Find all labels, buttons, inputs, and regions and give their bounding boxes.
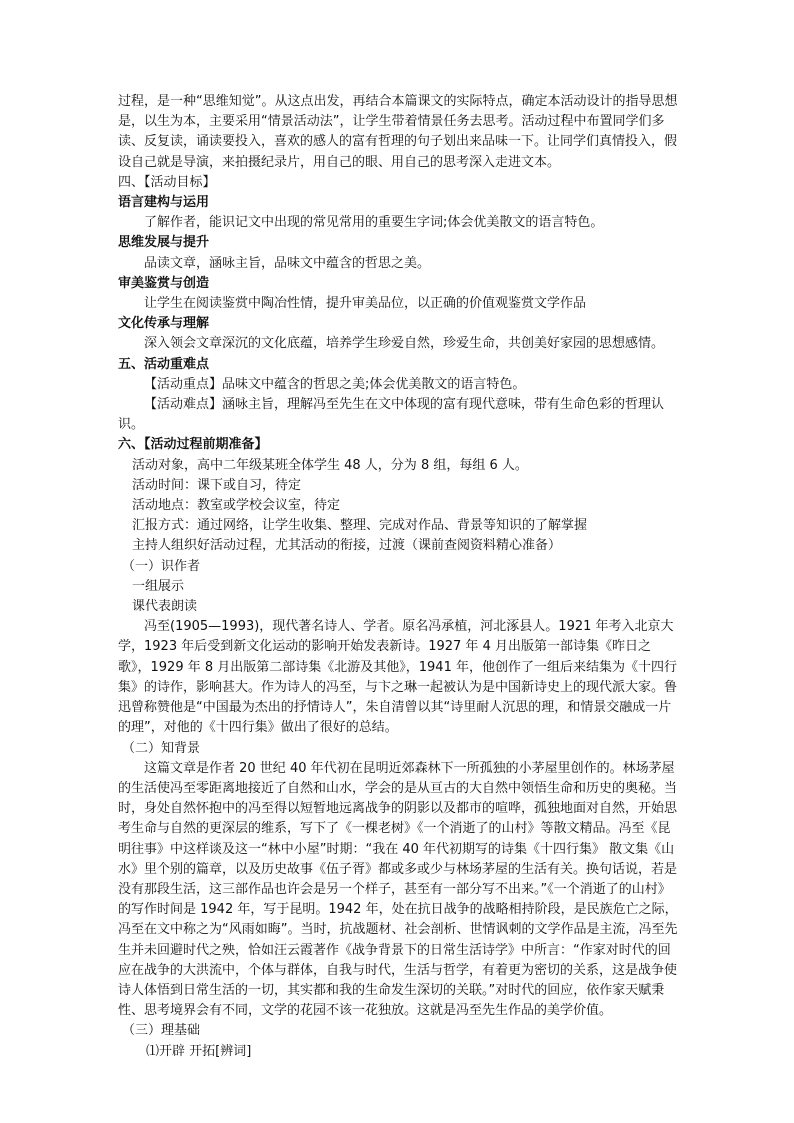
goal-culture: 深入领会文章深沉的文化底蕴，培养学生珍爱自然，珍爱生命，共创美好家园的思想感情。 [144,336,665,352]
section-heading-goals: 四、【活动目标】 [118,174,216,190]
prep-location: 活动地点：教室或学校会议室，待定 [132,498,341,514]
subheading-thinking: 思维发展与提升 [118,235,210,251]
subheading-language: 语言建构与运用 [118,195,210,211]
goal-aesthetics: 让学生在阅读鉴赏中陶冶性情，提升审美品位，以正确的价值观鉴赏文学作品 [144,296,587,312]
prep-host: 主持人组织好活动过程，尤其活动的衔接，过渡（课前查阅资料精心准备） [132,538,562,554]
group-display: 一组展示 [132,578,185,594]
subheading-culture: 文化传承与理解 [118,316,210,332]
key-point: 【活动重点】品味文中蕴含的哲思之美;体会优美散文的语言特色。 [144,376,526,392]
paragraph-thinking-intro: 过程，是一种“思维知觉”。从这点出发，再结合本篇课文的实际特点，确定本活动设计的指导思想是，以生为本，主要采用“情景活动法”，让学生带着情景任务去思考。活动过程中布置同学们多读、反复读，诵读要投入，喜欢的感人的富有哲理的句子划出来品味一下。让同学们真情投入，假设自己就是导演，来拍摄纪录片，用自己的眼、用自己的思考深入走进文本。 [118,94,678,170]
section-heading-key-points: 五、活动重难点 [118,356,210,372]
subsection-basics: （三）理基础 [122,1023,201,1039]
subheading-aesthetics: 审美鉴赏与创造 [118,275,210,291]
rep-reading: 课代表朗读 [132,599,198,615]
goal-language: 了解作者，能识记文中出现的常见常用的重要生字词;体会优美散文的语言特色。 [144,215,604,231]
author-bio: 冯至(1905—1993)，现代著名诗人、学者。原名冯承植，河北涿县人。1921 年考入北京大学，1923 年后受到新文化运动的影响开始发表新诗。1927 年 4 月出版第一部诗集《昨日之歌》，1929 年 8 月出版第二部诗集《北游及其他》，1941 年，他创作了一组后来结集为《十四行集》的诗作，影响甚大。作为诗人的冯至，与卞之琳一起被认为是中国新诗史上的现代派大家。鲁迅曾称赞他是“中国最为杰出的抒情诗人”，朱自清曾以其“诗里耐人沉思的理，和情景交融成一片的理”，对他的《十四行集》做出了很好的总结。 [118,619,678,736]
background-text: 这篇文章是作者 20 世纪 40 年代初在昆明近郊森林下一所孤独的小茅屋里创作的。林场茅屋的生活使冯至零距离地接近了自然和山水，学会的是从亘古的大自然中领悟生命和历史的奥秘。当时，身处自然怀抱中的冯至得以短暂地远离战争的阴影以及都市的喧哗，孤独地面对自然，开始思考生命与自然的更深层的维系，写下了《一棵老树》《一个消逝了的山村》等散文精品。冯至《昆明往事》中这样谈及这一“林中小屋”时期：“我在 40 年代初期写的诗集《十四行集》 散文集《山水》里个别的篇章，以及历史故事《伍子胥》都或多或少与林场茅屋的生活有关。换句话说，若是没有那段生活，这三部作品也许会是另一个样子，甚至有一部分写不出来。”《一个消逝了的山村》的写作时间是 1942 年，写于昆明。1942 年，处在抗日战争的战略相持阶段，是民族危亡之际，冯至在文中称之为“风雨如晦”。当时，抗战题材、社会剖析、世情讽刺的文学作品是主流，冯至先生并未回避时代之殃，恰如汪云霞著作《战争背景下的日常生活诗学》中所言：“作家对时代的回应在战争的大洪流中，个体与群体，自我与时代，生活与哲学，有着更为密切的关系，这是战争使诗人体悟到日常生活的一切，其实都和我的生命发生深切的关联。”对时代的回应，依作家天赋秉性、思考境界会有不同，文学的花园不该一花独放。这就是冯至先生作品的美学价值。 [118,760,678,1019]
goal-thinking: 品读文章，涵咏主旨，品味文中蕴含的哲思之美。 [144,255,431,271]
subsection-author: （一）识作者 [122,558,201,574]
difficult-point: 【活动难点】涵咏主旨，理解冯至先生在文中体现的富有现代意味，带有生命色彩的哲理认识。 [118,397,665,433]
prep-time: 活动时间：课下或自习，待定 [132,477,302,493]
vocab-item: ⑴开辟 开拓[辨词] [146,1043,252,1059]
document-page [118,92,678,1062]
section-heading-preparation: 六、【活动过程前期准备】 [118,437,268,453]
prep-participants: 活动对象，高中二年级某班全体学生 48 人，分为 8 组，每组 6 人。 [132,457,528,473]
subsection-background: （二）知背景 [122,740,201,756]
prep-report-method: 汇报方式：通过网络，让学生收集、整理、完成对作品、背景等知识的了解掌握 [132,518,588,534]
